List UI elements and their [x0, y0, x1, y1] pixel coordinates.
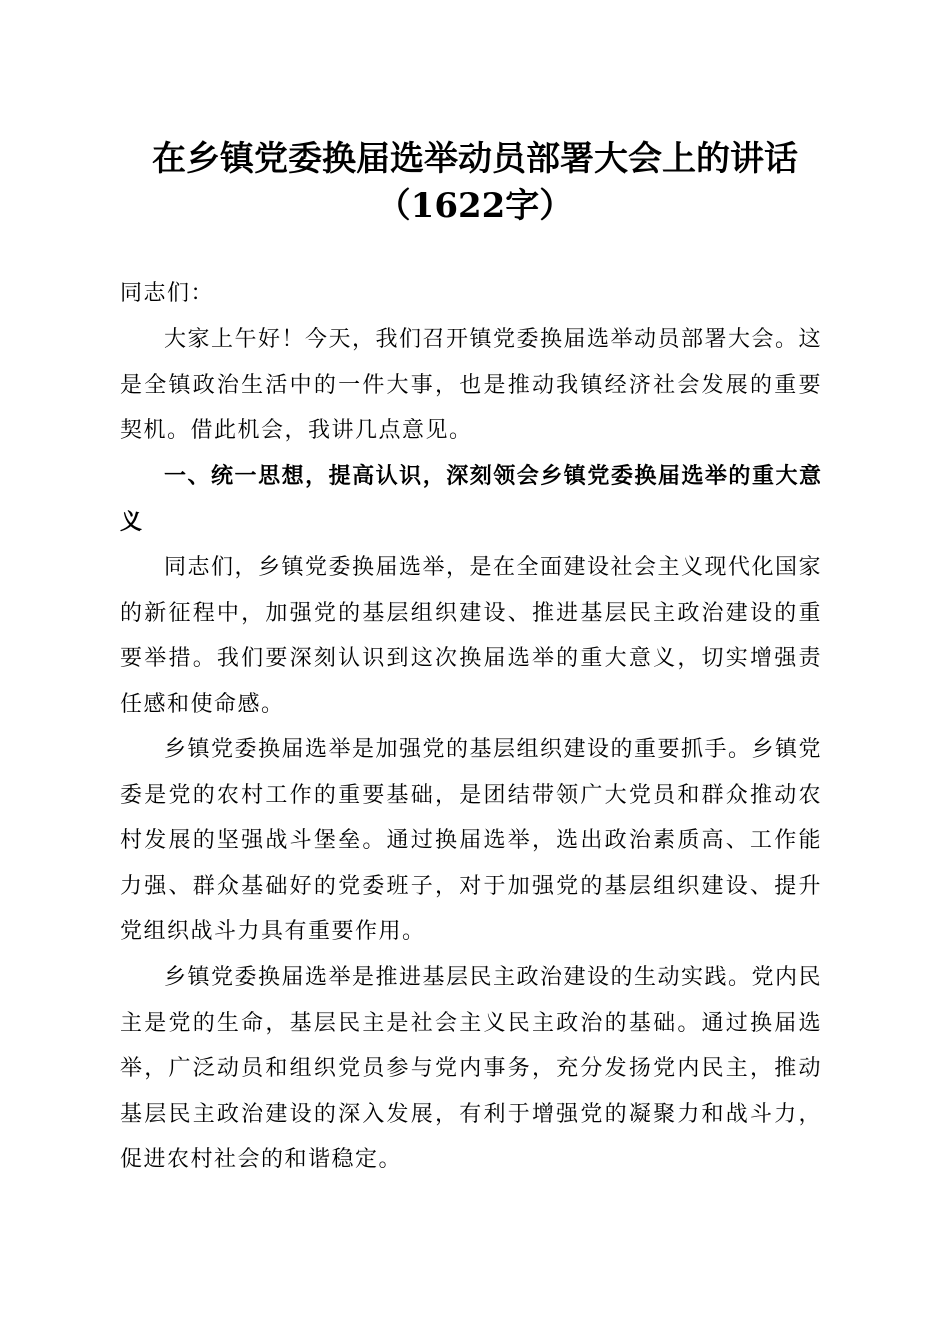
salutation: 同志们： [120, 281, 215, 306]
document-word-count: （1622字） [376, 186, 574, 226]
paragraph-opening: 大家上午好！今天，我们召开镇党委换届选举动员部署大会。这是全镇政治生活中的一件大事，也是推动我镇经济社会发展的重要契机。借此机会，我讲几点意见。 [120, 327, 823, 443]
section-heading-1: 一、统一思想，提高认识，深刻领会乡镇党委换届选举的重大意义 [120, 464, 822, 535]
paragraph-democracy: 乡镇党委换届选举是推进基层民主政治建设的生动实践。党内民主是党的生命，基层民主是社会主义民主政治的基础。通过换届选举，广泛动员和组织党员参与党内事务，充分发扬党内民主，推动基层民主政治建设的深入发展，有利于增强党的凝聚力和战斗力，促进农村社会的和谐稳定。 [120, 965, 823, 1172]
paragraph-party-building: 乡镇党委换届选举是加强党的基层组织建设的重要抓手。乡镇党委是党的农村工作的重要基础，是团结带领广大党员和群众推动农村发展的坚强战斗堡垒。通过换届选举，选出政治素质高、工作能力强、群众基础好的党委班子，对于加强党的基层组织建设、提升党组织战斗力具有重要作用。 [120, 737, 823, 944]
paragraph-significance: 同志们，乡镇党委换届选举，是在全面建设社会主义现代化国家的新征程中，加强党的基层组织建设、推进基层民主政治建设的重要举措。我们要深刻认识到这次换届选举的重大意义，切实增强责任感和使命感。 [120, 555, 823, 717]
document-title: 在乡镇党委换届选举动员部署大会上的讲话 [152, 139, 798, 179]
